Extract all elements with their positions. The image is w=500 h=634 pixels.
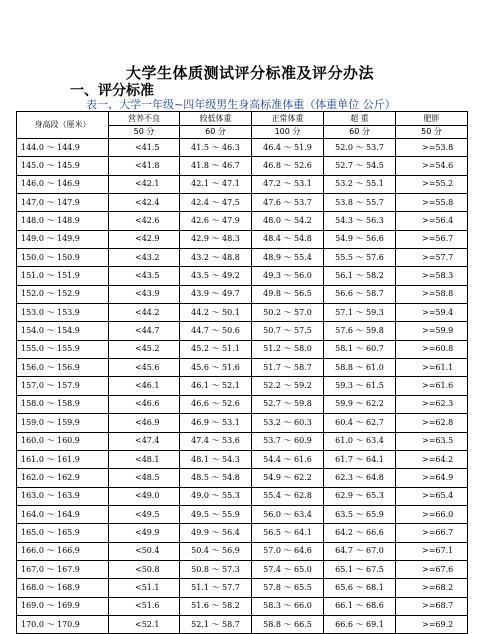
malnutrition-cell: <47.4 [109, 432, 180, 450]
table-row [17, 340, 468, 358]
table-row [17, 285, 468, 303]
height-range-cell: 146.0 ～ 146.9 [17, 175, 109, 193]
low-weight-cell: 48.5 ～ 54.8 [180, 469, 252, 487]
table-row [17, 249, 468, 267]
table-row [17, 230, 468, 248]
malnutrition-cell: <46.6 [109, 395, 180, 413]
malnutrition-cell: <48.1 [109, 450, 180, 468]
overweight-cell: 60.4 ～ 62.7 [324, 414, 396, 432]
low-weight-cell: 42.9 ～ 48.3 [180, 230, 252, 248]
height-range-cell: 162.0 ～ 162.9 [17, 469, 109, 487]
overweight-cell: 57.6 ～ 59.8 [324, 322, 396, 340]
normal-weight-cell: 53.2 ～ 60.3 [252, 414, 324, 432]
table-caption: 表一、大学一年级~四年级男生身高标准体重（体重单位 公斤） [86, 98, 396, 111]
low-weight-cell: 46.9 ～ 53.1 [180, 414, 252, 432]
low-weight-cell: 42.1 ～ 47.1 [180, 175, 252, 193]
obese-cell: >=67.6 [396, 560, 468, 578]
level-header-low-weight: 较低体重 [180, 112, 252, 126]
overweight-cell: 52.7 ～ 54.5 [324, 157, 396, 175]
normal-weight-cell: 50.7 ～ 57.5 [252, 322, 324, 340]
low-weight-cell: 48.1 ～ 54.3 [180, 450, 252, 468]
overweight-cell: 56.6 ～ 58.7 [324, 285, 396, 303]
score-header-low-weight: 60 分 [180, 126, 252, 139]
low-weight-cell: 50.4 ～ 56.9 [180, 542, 252, 560]
normal-weight-cell: 47.2 ～ 53.1 [252, 175, 324, 193]
overweight-cell: 66.6 ～ 69.1 [324, 615, 396, 633]
normal-weight-cell: 46.8 ～ 52.6 [252, 157, 324, 175]
header-levels-row [17, 112, 468, 126]
malnutrition-cell: <48.5 [109, 469, 180, 487]
low-weight-cell: 42.6 ～ 47.9 [180, 212, 252, 230]
overweight-cell: 66.1 ～ 68.6 [324, 597, 396, 615]
low-weight-cell: 41.8 ～ 46.7 [180, 157, 252, 175]
low-weight-cell: 46.6 ～ 52.6 [180, 395, 252, 413]
obese-cell: >=68.7 [396, 597, 468, 615]
malnutrition-cell: <44.2 [109, 304, 180, 322]
normal-weight-cell: 54.4 ～ 61.6 [252, 450, 324, 468]
score-header-overweight: 60 分 [324, 126, 396, 139]
normal-weight-cell: 51.2 ～ 58.0 [252, 340, 324, 358]
table-row [17, 524, 468, 542]
normal-weight-cell: 57.0 ～ 64.6 [252, 542, 324, 560]
malnutrition-cell: <52.1 [109, 615, 180, 633]
table-row [17, 267, 468, 285]
malnutrition-cell: <45.2 [109, 340, 180, 358]
obese-cell: >=56.4 [396, 212, 468, 230]
overweight-cell: 61.7 ～ 64.1 [324, 450, 396, 468]
normal-weight-cell: 55.4 ～ 62.8 [252, 487, 324, 505]
height-range-cell: 152.0 ～ 152.9 [17, 285, 109, 303]
table-row [17, 304, 468, 322]
low-weight-cell: 51.6 ～ 58.2 [180, 597, 252, 615]
low-weight-cell: 52.1 ～ 58.7 [180, 615, 252, 633]
height-range-cell: 160.0 ～ 160.9 [17, 432, 109, 450]
table-row [17, 157, 468, 175]
normal-weight-cell: 48.9 ～ 55.4 [252, 249, 324, 267]
normal-weight-cell: 53.7 ～ 60.9 [252, 432, 324, 450]
normal-weight-cell: 49.3 ～ 56.0 [252, 267, 324, 285]
score-header-malnutrition: 50 分 [109, 126, 180, 139]
normal-weight-cell: 57.4 ～ 65.0 [252, 560, 324, 578]
low-weight-cell: 49.9 ～ 56.4 [180, 524, 252, 542]
low-weight-cell: 43.9 ～ 49.7 [180, 285, 252, 303]
normal-weight-cell: 52.7 ～ 59.8 [252, 395, 324, 413]
table-row [17, 395, 468, 413]
low-weight-cell: 45.2 ～ 51.1 [180, 340, 252, 358]
normal-weight-cell: 48.0 ～ 54.2 [252, 212, 324, 230]
height-range-cell: 151.0 ～ 151.9 [17, 267, 109, 285]
obese-cell: >=61.6 [396, 377, 468, 395]
normal-weight-cell: 58.3 ～ 66.0 [252, 597, 324, 615]
normal-weight-cell: 56.0 ～ 63.4 [252, 505, 324, 523]
obese-cell: >=63.5 [396, 432, 468, 450]
overweight-cell: 59.9 ～ 62.2 [324, 395, 396, 413]
low-weight-cell: 50.8 ～ 57.3 [180, 560, 252, 578]
height-range-cell: 150.0 ～ 150.9 [17, 249, 109, 267]
low-weight-cell: 44.2 ～ 50.1 [180, 304, 252, 322]
height-column-header: 身高段（厘米） [17, 112, 109, 139]
malnutrition-cell: <41.5 [109, 139, 180, 157]
malnutrition-cell: <42.1 [109, 175, 180, 193]
table-row [17, 505, 468, 523]
table-row [17, 377, 468, 395]
page-title: 大学生体质测试评分标准及评分办法 [125, 64, 374, 82]
obese-cell: >=58.8 [396, 285, 468, 303]
height-range-cell: 163.0 ～ 163.9 [17, 487, 109, 505]
height-range-cell: 168.0 ～ 168.9 [17, 579, 109, 597]
low-weight-cell: 42.4 ～ 47.5 [180, 194, 252, 212]
obese-cell: >=55.2 [396, 175, 468, 193]
overweight-cell: 57.1 ～ 59.3 [324, 304, 396, 322]
obese-cell: >=66.7 [396, 524, 468, 542]
malnutrition-cell: <41.8 [109, 157, 180, 175]
malnutrition-cell: <43.9 [109, 285, 180, 303]
normal-weight-cell: 51.7 ～ 58.7 [252, 359, 324, 377]
malnutrition-cell: <50.8 [109, 560, 180, 578]
height-range-cell: 169.0 ～ 169.9 [17, 597, 109, 615]
table-row [17, 542, 468, 560]
score-header-normal-weight: 100 分 [252, 126, 324, 139]
table-row [17, 597, 468, 615]
normal-weight-cell: 49.8 ～ 56.5 [252, 285, 324, 303]
overweight-cell: 58.8 ～ 61.0 [324, 359, 396, 377]
low-weight-cell: 43.2 ～ 48.8 [180, 249, 252, 267]
height-range-cell: 166.0 ～ 166.9 [17, 542, 109, 560]
overweight-cell: 62.3 ～ 64.8 [324, 469, 396, 487]
obese-cell: >=58.3 [396, 267, 468, 285]
malnutrition-cell: <46.1 [109, 377, 180, 395]
table-row [17, 487, 468, 505]
overweight-cell: 62.9 ～ 65.3 [324, 487, 396, 505]
overweight-cell: 59.3 ～ 61.5 [324, 377, 396, 395]
table-row [17, 450, 468, 468]
height-range-cell: 157.0 ～ 157.9 [17, 377, 109, 395]
table-row [17, 615, 468, 633]
table-row [17, 432, 468, 450]
malnutrition-cell: <46.9 [109, 414, 180, 432]
overweight-cell: 54.3 ～ 56.3 [324, 212, 396, 230]
score-header-obese: 50 分 [396, 126, 468, 139]
height-range-cell: 170.0 ～ 170.9 [17, 615, 109, 633]
table-row [17, 560, 468, 578]
table-row [17, 469, 468, 487]
obese-cell: >=59.4 [396, 304, 468, 322]
level-header-normal-weight: 正常体重 [252, 112, 324, 126]
obese-cell: >=56.7 [396, 230, 468, 248]
overweight-cell: 65.6 ～ 68.1 [324, 579, 396, 597]
malnutrition-cell: <42.4 [109, 194, 180, 212]
malnutrition-cell: <42.6 [109, 212, 180, 230]
malnutrition-cell: <51.1 [109, 579, 180, 597]
low-weight-cell: 49.5 ～ 55.9 [180, 505, 252, 523]
obese-cell: >=61.1 [396, 359, 468, 377]
table-row [17, 322, 468, 340]
overweight-cell: 64.7 ～ 67.0 [324, 542, 396, 560]
weight-standard-table [16, 111, 468, 634]
normal-weight-cell: 57.8 ～ 65.5 [252, 579, 324, 597]
height-range-cell: 154.0 ～ 154.9 [17, 322, 109, 340]
table-row [17, 139, 468, 157]
malnutrition-cell: <49.5 [109, 505, 180, 523]
obese-cell: >=69.2 [396, 615, 468, 633]
height-range-cell: 147.0 ～ 147.9 [17, 194, 109, 212]
table-row [17, 579, 468, 597]
overweight-cell: 56.1 ～ 58.2 [324, 267, 396, 285]
obese-cell: >=68.2 [396, 579, 468, 597]
overweight-cell: 52.0 ～ 53.7 [324, 139, 396, 157]
height-range-cell: 148.0 ～ 148.9 [17, 212, 109, 230]
obese-cell: >=62.8 [396, 414, 468, 432]
normal-weight-cell: 48.4 ～ 54.8 [252, 230, 324, 248]
obese-cell: >=65.4 [396, 487, 468, 505]
height-range-cell: 164.0 ～ 164.9 [17, 505, 109, 523]
overweight-cell: 61.0 ～ 63.4 [324, 432, 396, 450]
table-row [17, 175, 468, 193]
overweight-cell: 63.5 ～ 65.9 [324, 505, 396, 523]
malnutrition-cell: <49.0 [109, 487, 180, 505]
obese-cell: >=67.1 [396, 542, 468, 560]
height-range-cell: 153.0 ～ 153.9 [17, 304, 109, 322]
obese-cell: >=54.6 [396, 157, 468, 175]
normal-weight-cell: 56.5 ～ 64.1 [252, 524, 324, 542]
malnutrition-cell: <42.9 [109, 230, 180, 248]
height-range-cell: 149.0 ～ 149.9 [17, 230, 109, 248]
level-header-obese: 肥胖 [396, 112, 468, 126]
low-weight-cell: 43.5 ～ 49.2 [180, 267, 252, 285]
table-row [17, 212, 468, 230]
overweight-cell: 54.9 ～ 56.6 [324, 230, 396, 248]
height-range-cell: 155.0 ～ 155.9 [17, 340, 109, 358]
normal-weight-cell: 58.8 ～ 66.5 [252, 615, 324, 633]
table-row [17, 194, 468, 212]
obese-cell: >=64.9 [396, 469, 468, 487]
obese-cell: >=53.8 [396, 139, 468, 157]
level-header-overweight: 超 重 [324, 112, 396, 126]
low-weight-cell: 41.5 ～ 46.3 [180, 139, 252, 157]
malnutrition-cell: <44.7 [109, 322, 180, 340]
low-weight-cell: 45.6 ～ 51.6 [180, 359, 252, 377]
low-weight-cell: 49.0 ～ 55.3 [180, 487, 252, 505]
normal-weight-cell: 54.9 ～ 62.2 [252, 469, 324, 487]
malnutrition-cell: <45.6 [109, 359, 180, 377]
overweight-cell: 64.2 ～ 66.6 [324, 524, 396, 542]
obese-cell: >=59.9 [396, 322, 468, 340]
malnutrition-cell: <49.9 [109, 524, 180, 542]
malnutrition-cell: <43.5 [109, 267, 180, 285]
height-range-cell: 144.0 ～ 144.9 [17, 139, 109, 157]
section-heading: 一、评分标准 [70, 83, 154, 99]
malnutrition-cell: <50.4 [109, 542, 180, 560]
low-weight-cell: 47.4 ～ 53.6 [180, 432, 252, 450]
normal-weight-cell: 50.2 ～ 57.0 [252, 304, 324, 322]
table-row [17, 359, 468, 377]
height-range-cell: 145.0 ～ 145.9 [17, 157, 109, 175]
overweight-cell: 53.2 ～ 55.1 [324, 175, 396, 193]
obese-cell: >=64.2 [396, 450, 468, 468]
low-weight-cell: 44.7 ～ 50.6 [180, 322, 252, 340]
height-range-cell: 158.0 ～ 158.9 [17, 395, 109, 413]
normal-weight-cell: 46.4 ～ 51.9 [252, 139, 324, 157]
height-range-cell: 159.0 ～ 159.9 [17, 414, 109, 432]
obese-cell: >=62.3 [396, 395, 468, 413]
height-range-cell: 156.0 ～ 156.9 [17, 359, 109, 377]
height-range-cell: 161.0 ～ 161.9 [17, 450, 109, 468]
table-body [17, 139, 468, 634]
obese-cell: >=55.8 [396, 194, 468, 212]
low-weight-cell: 51.1 ～ 57.7 [180, 579, 252, 597]
overweight-cell: 55.5 ～ 57.6 [324, 249, 396, 267]
low-weight-cell: 46.1 ～ 52.1 [180, 377, 252, 395]
height-range-cell: 165.0 ～ 165.9 [17, 524, 109, 542]
level-header-malnutrition: 营养不良 [109, 112, 180, 126]
obese-cell: >=66.0 [396, 505, 468, 523]
malnutrition-cell: <43.2 [109, 249, 180, 267]
height-range-cell: 167.0 ～ 167.9 [17, 560, 109, 578]
overweight-cell: 53.8 ～ 55.7 [324, 194, 396, 212]
normal-weight-cell: 52.2 ～ 59.2 [252, 377, 324, 395]
obese-cell: >=60.8 [396, 340, 468, 358]
overweight-cell: 65.1 ～ 67.5 [324, 560, 396, 578]
table-row [17, 414, 468, 432]
malnutrition-cell: <51.6 [109, 597, 180, 615]
normal-weight-cell: 47.6 ～ 53.7 [252, 194, 324, 212]
obese-cell: >=57.7 [396, 249, 468, 267]
overweight-cell: 58.1 ～ 60.7 [324, 340, 396, 358]
